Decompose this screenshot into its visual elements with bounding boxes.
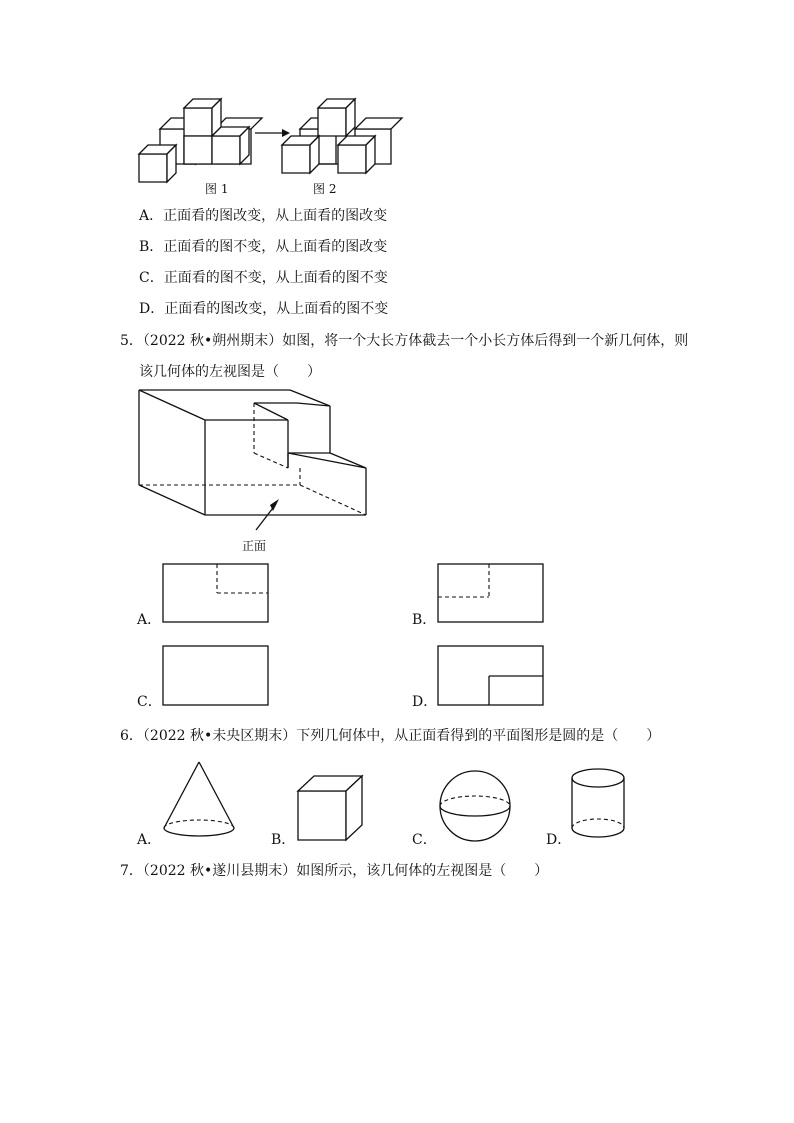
q6-question-line1: 6．（2022 秋•未央区期末）下列几何体中，从正面看得到的平面图形是圆的是（ ） (120, 728, 661, 744)
q5-question-line1: 5．（2022 秋•朔州期末）如图，将一个大长方体截去一个小长方体后得到一个新几何体，则 (120, 333, 689, 349)
q6-option-a[interactable]: A． (137, 832, 162, 848)
q4-fig2-label: 图 2 (313, 182, 337, 196)
q4-option-a[interactable]: A．正面看的图改变，从上面看的图改变 (139, 208, 388, 224)
q5-option-c[interactable]: C． (137, 694, 162, 710)
q5-option-d[interactable]: D． (412, 694, 438, 710)
q4-option-b[interactable]: B．正面看的图不变，从上面看的图改变 (139, 239, 388, 255)
q5-question-line2: 该几何体的左视图是（ ） (139, 364, 321, 380)
q6-option-c[interactable]: C． (412, 832, 437, 848)
q6-option-d[interactable]: D． (546, 832, 572, 848)
q5-option-b[interactable]: B． (412, 612, 437, 628)
q5-front-label: 正面 (242, 539, 267, 553)
q7-question-line1: 7．（2022 秋•遂川县期末）如图所示，该几何体的左视图是（ ） (120, 863, 549, 879)
q4-option-d[interactable]: D．正面看的图改变，从上面看的图不变 (139, 301, 389, 317)
q6-option-b[interactable]: B． (271, 832, 296, 848)
q5-option-a[interactable]: A． (137, 612, 162, 628)
q4-fig1-label: 图 1 (205, 182, 229, 196)
q4-option-c[interactable]: C．正面看的图不变，从上面看的图不变 (139, 270, 388, 286)
